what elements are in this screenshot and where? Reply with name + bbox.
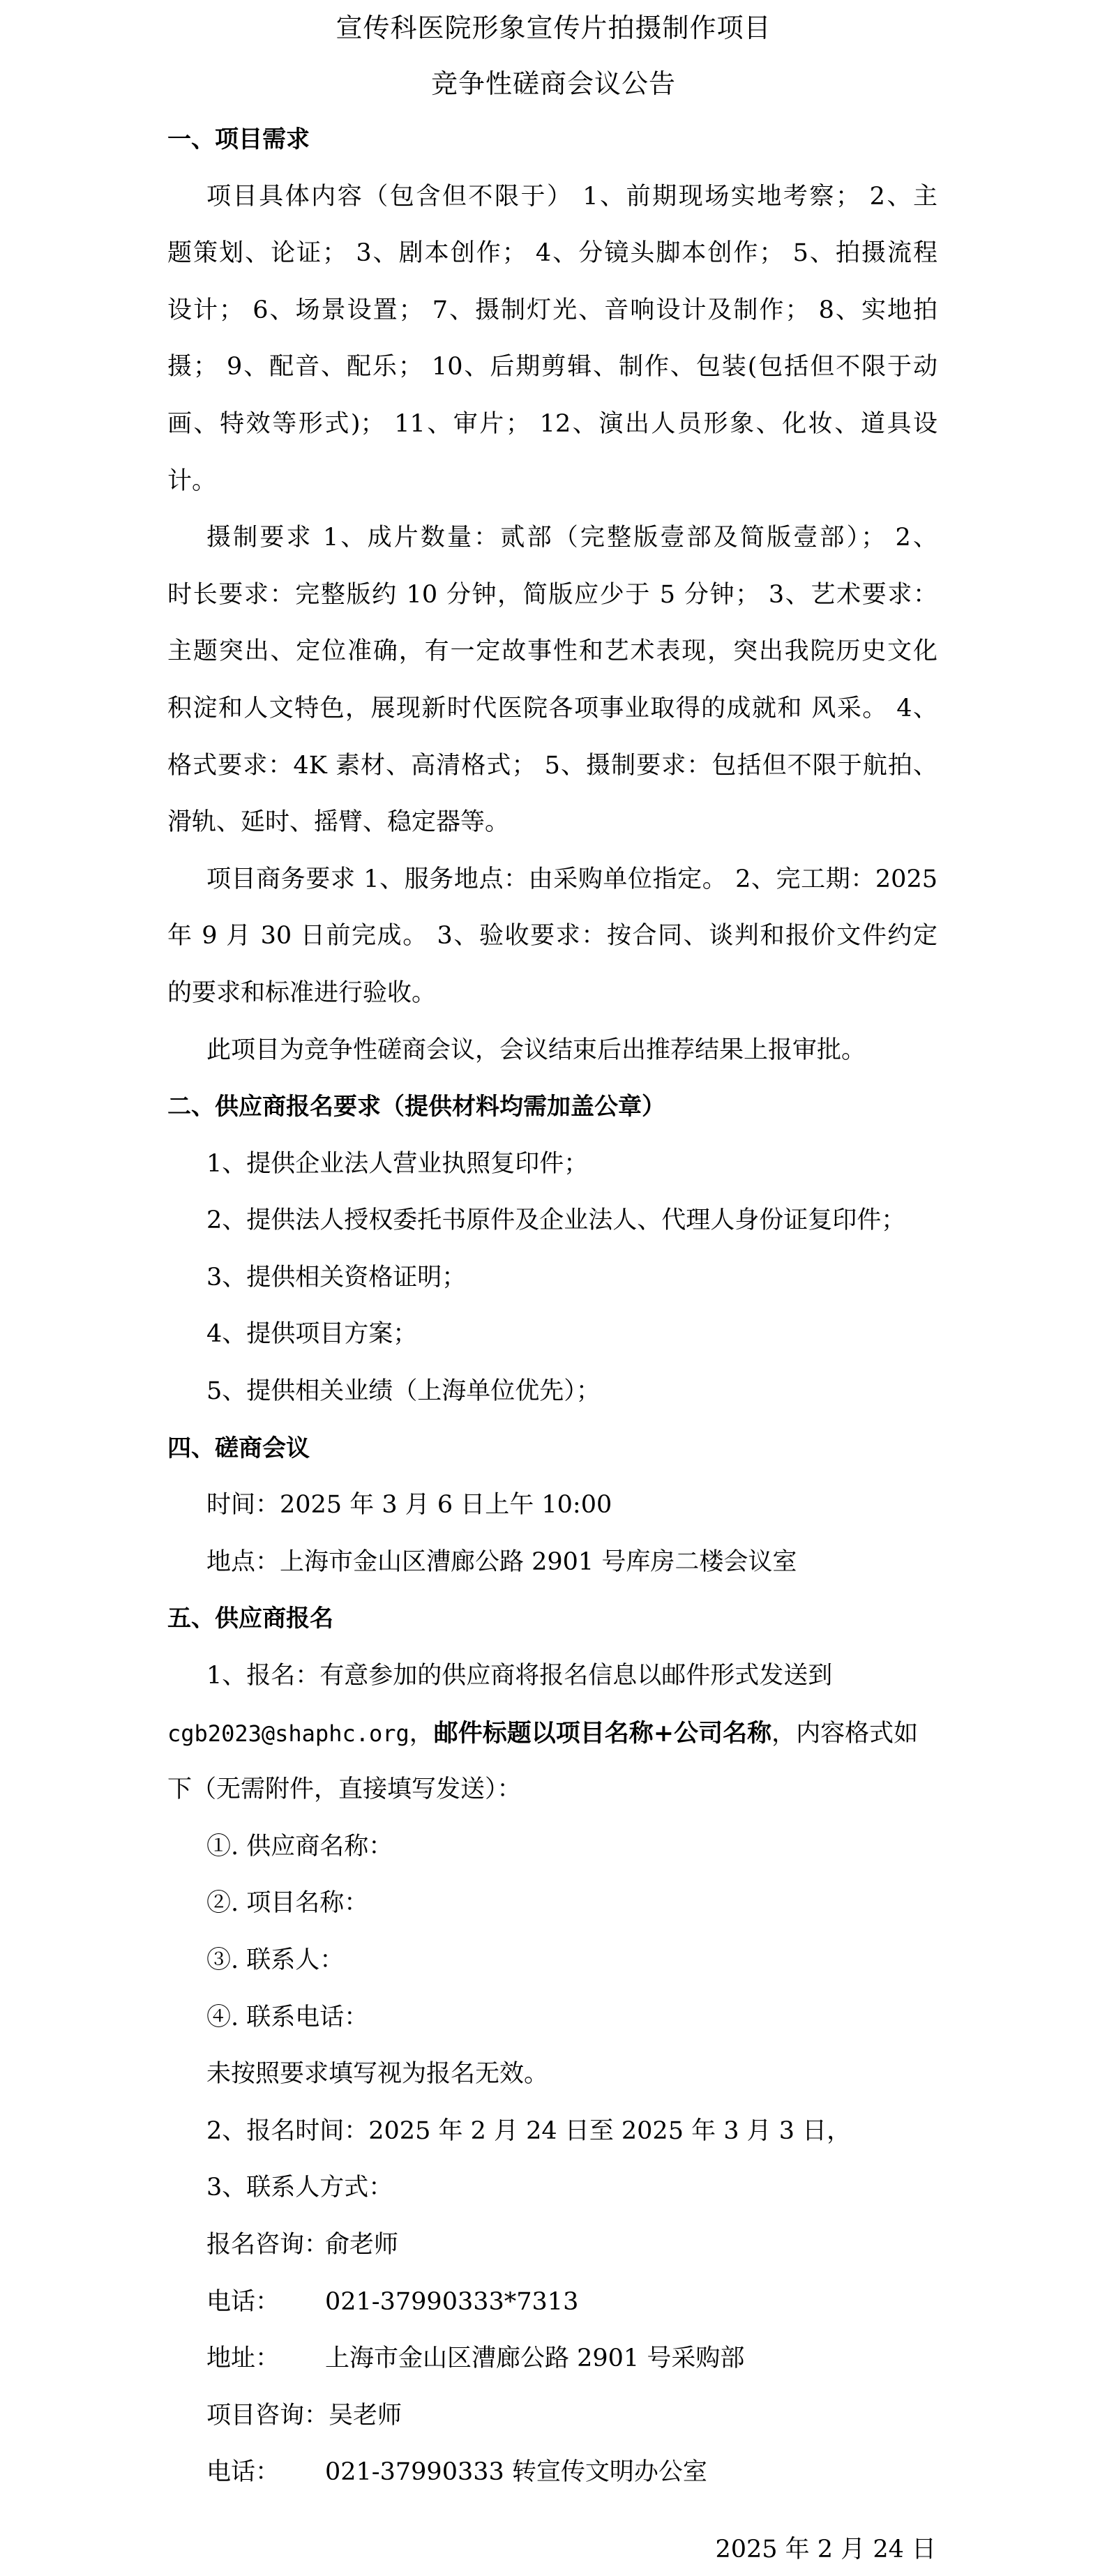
paragraph-line: 项目商务要求 1、服务地点：由采购单位指定。 2、完工期：2025 <box>206 865 937 893</box>
list-item: 4、提供项目方案； <box>206 1320 418 1349</box>
paragraph-line: 年 9 月 30 日前完成。 3、验收要求：按合同、谈判和报价文件约定 <box>167 922 937 950</box>
contact-label: 报名咨询： <box>206 2230 329 2259</box>
paragraph-business-requirements <box>167 851 937 1022</box>
announcement-date: 2025 年 2 月 24 日 <box>715 2536 936 2563</box>
list-item: 2、提供法人授权委托书原件及企业法人、代理人身份证复印件； <box>206 1206 906 1235</box>
meeting-place: 地点：上海市金山区漕廊公路 2901 号库房二楼会议室 <box>206 1547 797 1576</box>
registration-instruction: 1、报名：有意参加的供应商将报名信息以邮件形式发送到 <box>206 1662 833 1690</box>
registration-format-note: 下（无需附件，直接填写发送）： <box>167 1775 522 1804</box>
contact-value: 上海市金山区漕廊公路 2901 号采购部 <box>325 2344 745 2373</box>
contact-value: 021-37990333*7313 <box>325 2287 579 2316</box>
registration-email-link[interactable]: cgb2023@shaphc.org <box>167 1720 409 1747</box>
field-supplier-name: ①. 供应商名称： <box>206 1832 393 1861</box>
paragraph-line: 摄； 9、配音、配乐； 10、后期剪辑、制作、包装(包括但不限于动 <box>167 353 937 381</box>
paragraph-line: 的要求和标准进行验收。 <box>167 978 437 1007</box>
contact-project <box>167 2388 937 2445</box>
contact-label: 电话： <box>206 2287 280 2316</box>
section-heading-meeting: 四、磋商会议 <box>167 1434 310 1462</box>
document-subtitle: 竞争性磋商会议公告 <box>430 68 676 99</box>
field-contact-person: ③. 联系人： <box>206 1946 345 1974</box>
paragraph-line: 画、特效等形式)； 11、审片； 12、演出人员形象、化妆、道具设 <box>167 409 937 438</box>
registration-period: 2、报名时间：2025 年 2 月 24 日至 2025 年 3 月 3 日， <box>206 2116 852 2145</box>
paragraph-line: 计。 <box>167 467 217 495</box>
paragraph-project-content <box>167 169 937 510</box>
paragraph-line: 时长要求：完整版约 10 分钟，简版应少于 5 分钟； 3、艺术要求： <box>167 580 937 609</box>
contact-phone-2 <box>167 2444 937 2501</box>
paragraph-line: 设计； 6、场景设置； 7、摄制灯光、音响设计及制作； 8、实地拍 <box>167 296 937 324</box>
contact-label: 电话： <box>206 2458 280 2487</box>
paragraph-line: 项目具体内容（包含但不限于） 1、前期现场实地考察； 2、主 <box>206 182 937 211</box>
contact-registration <box>167 2217 937 2274</box>
document-body <box>167 112 937 2501</box>
contact-value: 021-37990333 转宣传文明办公室 <box>325 2458 707 2487</box>
list-item: 5、提供相关业绩（上海单位优先）； <box>206 1377 601 1406</box>
field-project-name: ②. 项目名称： <box>206 1889 369 1918</box>
contact-label: 地址： <box>206 2344 280 2373</box>
contact-label: 项目咨询： <box>206 2401 329 2430</box>
paragraph-line: 摄制要求 1、成片数量：贰部（完整版壹部及简版壹部）； 2、 <box>206 524 937 552</box>
invalid-registration-note: 未按照要求填写视为报名无效。 <box>206 2060 549 2089</box>
email-subject-rule: 邮件标题以项目名称+公司名称 <box>433 1718 772 1748</box>
field-contact-phone: ④. 联系电话： <box>206 2003 369 2031</box>
list-item: 3、提供相关资格证明； <box>206 1263 467 1291</box>
separator-text: ， <box>409 1719 434 1748</box>
contact-heading: 3、联系人方式： <box>206 2174 393 2202</box>
meeting-time: 时间：2025 年 3 月 6 日上午 10:00 <box>206 1491 612 1520</box>
contact-address <box>167 2331 937 2388</box>
section-heading-supplier-requirements: 二、供应商报名要求（提供材料均需加盖公章） <box>167 1093 665 1121</box>
contact-value: 俞老师 <box>325 2230 399 2259</box>
content-format-text: ，内容格式如 <box>771 1719 919 1748</box>
contact-phone-1 <box>167 2274 937 2331</box>
paragraph-line: 题策划、论证； 3、剧本创作； 4、分镜头脚本创作； 5、拍摄流程 <box>167 239 937 268</box>
registration-email-line <box>167 1705 937 1762</box>
list-item: 1、提供企业法人营业执照复印件； <box>206 1149 589 1178</box>
section-heading-requirements: 一、项目需求 <box>167 126 310 153</box>
document-title: 宣传科医院形象宣传片拍摄制作项目 <box>336 13 771 43</box>
paragraph-approval-note: 此项目为竞争性磋商会议，会议结束后出推荐结果上报审批。 <box>206 1036 866 1064</box>
paragraph-production-requirements <box>167 510 937 851</box>
paragraph-line: 积淀和人文特色，展现新时代医院各项事业取得的成就和 风采。 4、 <box>167 694 937 722</box>
contact-value: 吴老师 <box>329 2401 402 2430</box>
paragraph-line: 滑轨、延时、摇臂、稳定器等。 <box>167 808 510 837</box>
paragraph-line: 主题突出、定位准确，有一定故事性和艺术表现，突出我院历史文化 <box>167 637 937 666</box>
section-heading-registration: 五、供应商报名 <box>167 1605 333 1633</box>
paragraph-line: 格式要求：4K 素材、高清格式； 5、摄制要求：包括但不限于航拍、 <box>167 751 937 780</box>
